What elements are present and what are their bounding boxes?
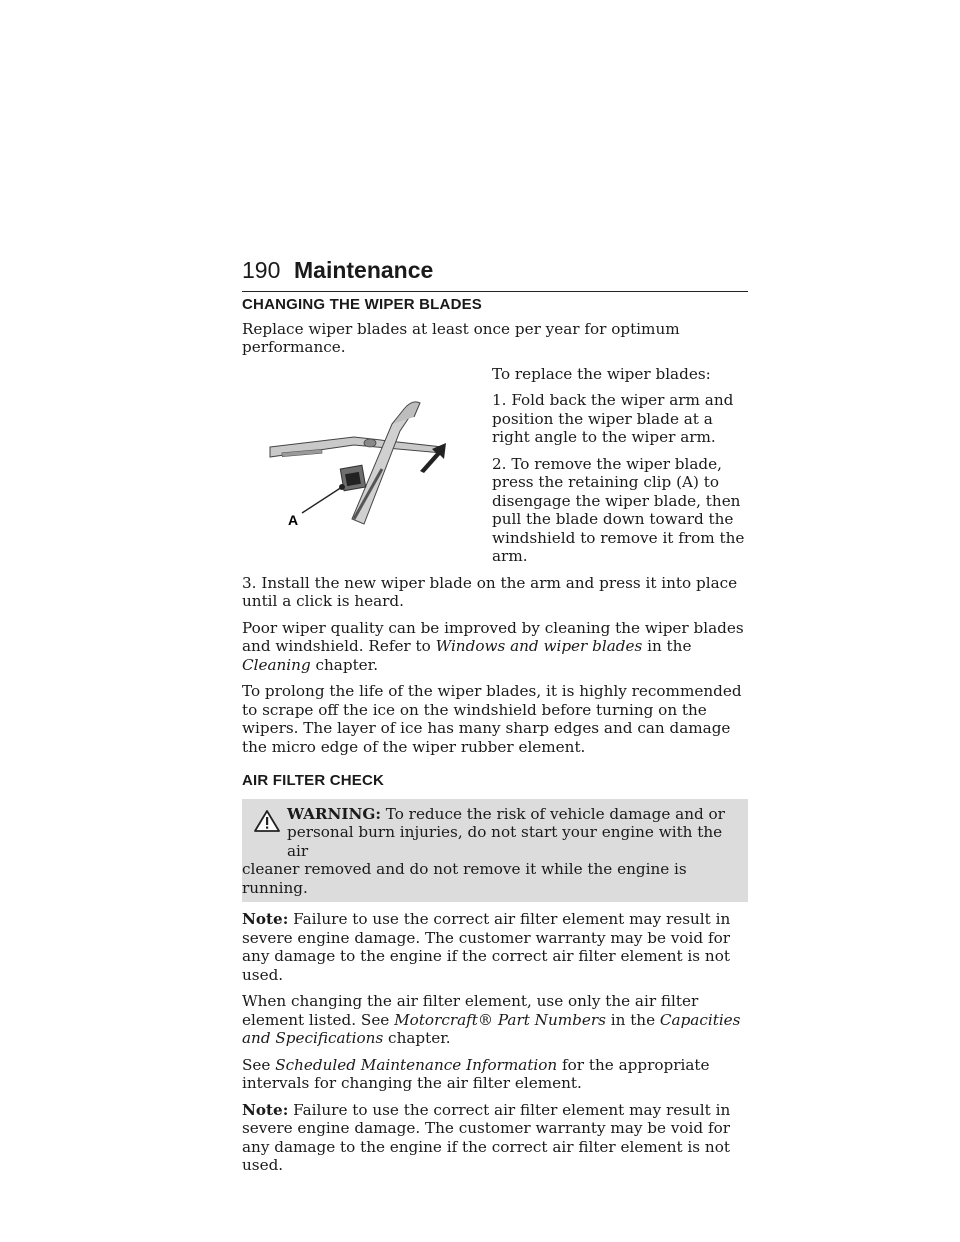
wiper-blade-drawing [242,369,478,529]
air-filter-heading: AIR FILTER CHECK [242,772,385,789]
step-2: 2. To remove the wiper blade, press the retaining clip (A) to disengage the wiper blade, then pull the blade down toward the windshield to remove it from the arm. [492,454,745,565]
changing-text-a: When changing the air filter element, use only the air filter element listed. See [242,992,699,1029]
chapter-title: Maintenance [294,257,434,283]
changing-chapter: Capacities and Specifications [242,1010,741,1047]
wiper-figure-row [242,365,748,574]
wiper-prolong-paragraph: To prolong the life of the wiper blades, it is highly recommended to scrape off the ice on the windshield before turning on the wipers. The layer of ice has many sharp edges and can damage the micro edge of the wiper rubber element. [242,682,742,756]
warning-triangle-icon [254,809,280,833]
page-content [242,296,748,1183]
changing-reference: Motorcraft® Part Numbers [394,1010,606,1029]
wiper-steps [492,365,746,574]
warning-label: WARNING: [287,804,381,823]
see-text-a: See [242,1055,276,1074]
note2-label: Note: [242,1100,289,1119]
steps-intro: To replace the wiper blades: [492,364,711,383]
warning-text-top [242,805,748,861]
note2-paragraph [242,1101,748,1175]
quality-chapter: Cleaning [242,655,311,674]
quality-text-a: Poor wiper quality can be improved by cleaning the wiper blades and windshield. Refer to [242,618,744,655]
note-paragraph [242,910,748,984]
page-number: 190 [242,257,281,283]
changing-text-c: chapter. [383,1029,451,1047]
figure-label-a: A [288,511,299,528]
wiper-blade-illustration [242,369,478,529]
step-1: 1. Fold back the wiper arm and position the wiper blade at a right angle to the wiper arm. [492,391,734,446]
quality-text-b: in the [642,637,692,655]
warning-text-bottom: cleaner removed and do not remove it while the engine is running. [242,860,687,897]
see-text-b: for the appropriate intervals for changing the air filter element. [242,1055,710,1092]
note-label: Note: [242,910,289,928]
see-reference: Scheduled Maintenance Information [275,1055,558,1074]
wiper-intro: Replace wiper blades at least once per year for optimum performance. [242,319,680,356]
quality-text-c: chapter. [310,655,379,674]
note-text: Failure to use the correct air filter element may result in severe engine damage. The customer warranty may be void for any damage to the engine if the correct air filter element is not used. [242,910,731,984]
quality-reference: Windows and wiper blades [435,637,643,655]
wiper-quality-paragraph [242,619,748,675]
note2-text: Failure to use the correct air filter element may result in severe engine damage. The customer warranty may be void for any damage to the engine if the correct air filter element is not used. [242,1100,731,1174]
wiper-heading: CHANGING THE WIPER BLADES [242,296,483,313]
warning-box [242,799,748,903]
changing-text-b: in the [605,1010,660,1029]
warning-text-1: To reduce the risk of vehicle damage and or personal burn injuries, do not start your engine with the air [287,804,725,860]
see-paragraph [242,1056,748,1093]
step-3: 3. Install the new wiper blade on the arm and press it into place until a click is heard. [242,573,738,610]
page-header [242,257,748,292]
changing-paragraph [242,992,748,1048]
